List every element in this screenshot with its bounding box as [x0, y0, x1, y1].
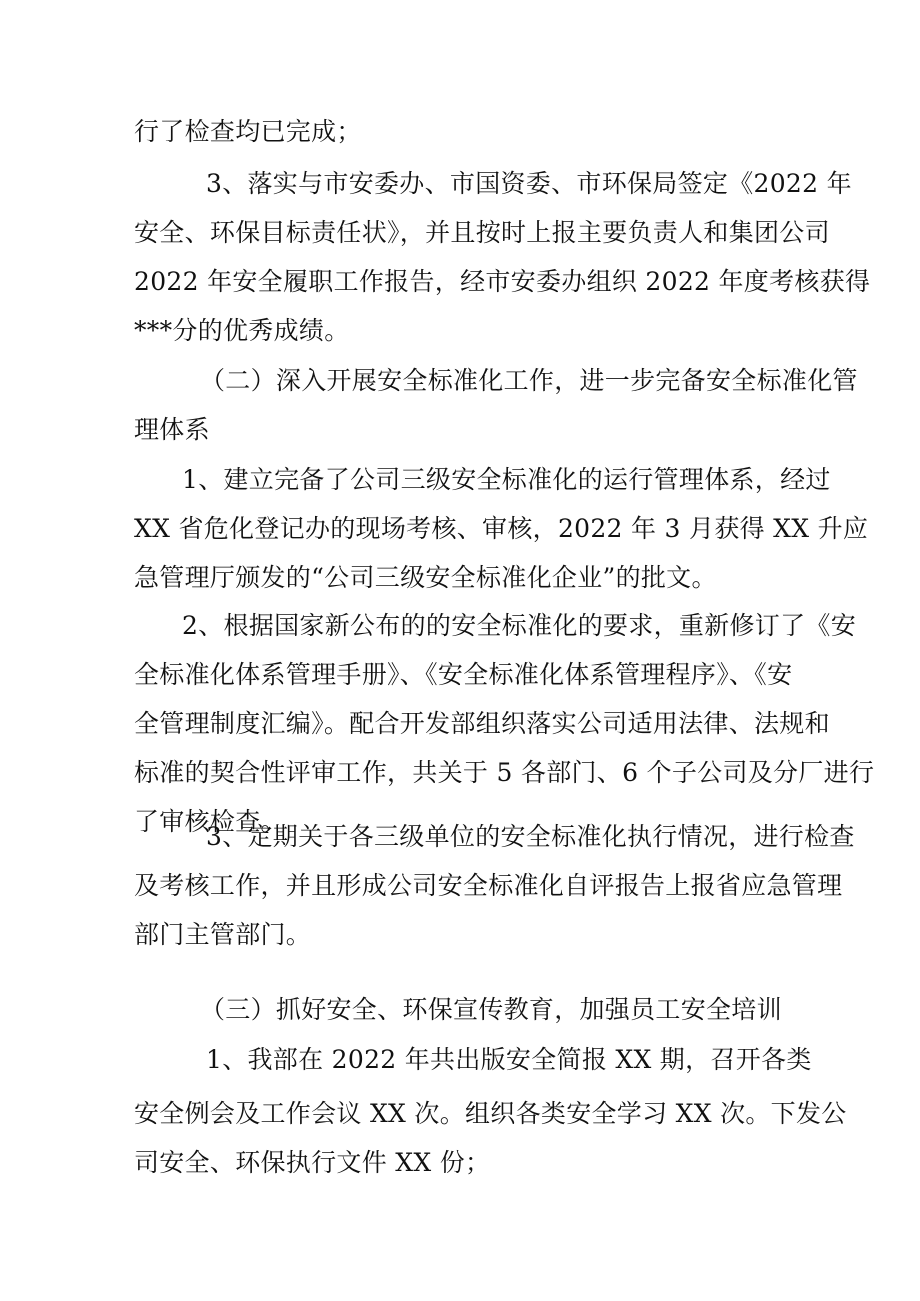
text-line: 部门主管部门。	[134, 920, 312, 949]
paragraph-item-3-inspection	[134, 812, 855, 959]
text-line: ***分的优秀成绩。	[134, 316, 350, 345]
text-line: 2022 年安全履职工作报告，经市安委办组织 2022 年度考核获得	[134, 267, 871, 296]
text-line: 了审核检查。	[134, 807, 286, 836]
paragraph-item-3-targets	[134, 159, 871, 355]
paragraph-item-2-revision	[134, 601, 875, 846]
text-line: （二）深入开展安全标准化工作，进一步完备安全标准化管	[200, 366, 858, 395]
text-line: 行了检查均已完成；	[134, 117, 362, 146]
text-line: 及考核工作，并且形成公司安全标准化自评报告上报省应急管理	[134, 871, 843, 900]
text-line: （三）抓好安全、环保宣传教育，加强员工安全培训	[200, 995, 782, 1024]
text-line: 安全、环保目标责任状》，并且按时上报主要负责人和集团公司	[134, 218, 830, 247]
text-line: 1、建立完备了公司三级安全标准化的运行管理体系，经过	[182, 465, 831, 494]
paragraph-item-1-standardization	[134, 455, 869, 602]
paragraph-continuation	[134, 107, 794, 156]
text-line: 3、定期关于各三级单位的安全标准化执行情况，进行检查	[206, 822, 855, 851]
text-line: 急管理厅颁发的“公司三级安全标准化企业”的批文。	[134, 563, 717, 592]
text-line: 1、我部在 2022 年共出版安全简报 XX 期，召开各类	[206, 1045, 812, 1074]
paragraph-item-1-training	[206, 1035, 812, 1084]
text-line: 安全例会及工作会议 XX 次。组织各类安全学习 XX 次。下发公	[134, 1099, 847, 1128]
section-heading-3	[200, 985, 782, 1034]
text-line: XX 省危化登记办的现场考核、审核，2022 年 3 月获得 XX 升应	[134, 514, 869, 543]
text-line: 全管理制度汇编》。配合开发部组织落实公司适用法律、法规和	[134, 709, 830, 738]
text-line: 司安全、环保执行文件 XX 份；	[134, 1148, 491, 1177]
text-line: 2、根据国家新公布的的安全标准化的要求，重新修订了《安	[182, 611, 857, 640]
paragraph-training-continued	[134, 1089, 847, 1187]
text-line: 理体系	[134, 415, 210, 444]
section-heading-2	[134, 356, 858, 454]
text-line: 标准的契合性评审工作，共关于 5 各部门、6 个子公司及分厂进行	[134, 758, 875, 787]
text-line: 全标准化体系管理手册》、《安全标准化体系管理程序》、《安	[134, 660, 793, 689]
text-line: 3、落实与市安委办、市国资委、市环保局签定《2022 年	[206, 169, 852, 198]
